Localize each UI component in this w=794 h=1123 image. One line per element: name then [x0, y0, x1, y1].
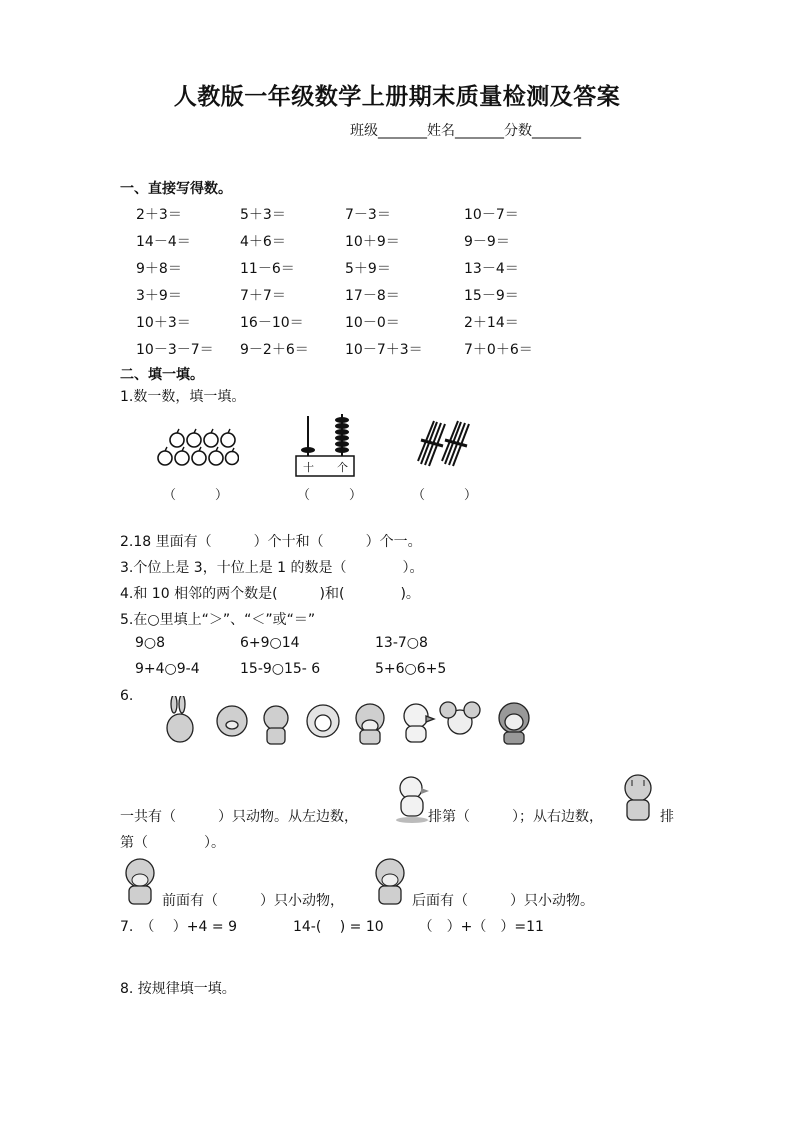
problem: 5＋3＝ [240, 207, 286, 223]
problem: 11－6＝ [240, 261, 295, 277]
stick-bundles-picture [415, 418, 473, 470]
question-3: 3.个位上是 3，十位上是 1 的数是（ ）。 [120, 560, 424, 576]
compare-item: 6+9○14 [240, 635, 300, 651]
problem: 16－10＝ [240, 315, 304, 331]
problem: 7＋7＝ [240, 288, 286, 304]
problem: 17－8＝ [345, 288, 400, 304]
student-info-line: 班级_______姓名_______分数_______ [350, 123, 581, 139]
problem: 10－0＝ [345, 315, 400, 331]
question-6-line1-c: 排 [660, 809, 674, 825]
compare-item: 13-7○8 [375, 635, 428, 651]
compare-item: 9○8 [135, 635, 166, 651]
section1-heading: 一、直接写得数。 [120, 181, 232, 197]
chicken-icon [393, 772, 431, 824]
problem: 3＋9＝ [136, 288, 182, 304]
problem: 7－3＝ [345, 207, 391, 223]
compare-item: 5+6○6+5 [375, 661, 447, 677]
abacus-tens-label: 十 [303, 461, 314, 474]
problem: 9－9＝ [464, 234, 510, 250]
q1-answer-blank-apples[interactable]: （ ） [163, 488, 229, 503]
question-7: 7. （ ）+4 = 9 14-( ) = 10 （ ）+（ ）=11 [120, 919, 544, 935]
question-1: 1.数一数，填一填。 [120, 389, 246, 405]
question-6-line3-b: 后面有（ ）只小动物。 [412, 893, 594, 909]
problem: 10－7＝ [464, 207, 519, 223]
problem: 13－4＝ [464, 261, 519, 277]
problem: 10－7＋3＝ [345, 342, 423, 358]
cow-icon [118, 856, 162, 906]
problem: 9＋8＝ [136, 261, 182, 277]
problem: 7＋0＋6＝ [464, 342, 533, 358]
q1-answer-blank-sticks[interactable]: （ ） [412, 488, 478, 503]
problem: 4＋6＝ [240, 234, 286, 250]
q1-answer-blank-abacus[interactable]: （ ） [297, 488, 363, 503]
question-6-line1-b: 排第（ ）；从右边数， [428, 809, 603, 825]
compare-item: 9+4○9-4 [135, 661, 200, 677]
problem: 5＋9＝ [345, 261, 391, 277]
apples-picture [155, 428, 239, 470]
question-6-line3-a: 前面有（ ）只小动物， [162, 893, 344, 909]
problem: 14－4＝ [136, 234, 191, 250]
tiger-icon [618, 772, 658, 824]
compare-item: 15-9○15- 6 [240, 661, 321, 677]
problem: 9－2＋6＝ [240, 342, 309, 358]
problem: 2＋3＝ [136, 207, 182, 223]
problem: 15－9＝ [464, 288, 519, 304]
question-2: 2.18 里面有（ ）个十和（ ）个一。 [120, 534, 422, 550]
problem: 10＋9＝ [345, 234, 400, 250]
question-6: 6. [120, 688, 134, 704]
question-6-line2: 第（ ）。 [120, 835, 225, 851]
page-title: 人教版一年级数学上册期末质量检测及答案 [173, 84, 621, 110]
problem: 10－3－7＝ [136, 342, 214, 358]
problem: 2＋14＝ [464, 315, 519, 331]
question-6-line1-a: 一共有（ ）只动物。从左边数， [120, 809, 358, 825]
question-8: 8. 按规律填一填。 [120, 981, 236, 997]
problem: 10＋3＝ [136, 315, 191, 331]
animal-row-picture [160, 696, 556, 748]
cow-icon [368, 856, 412, 906]
question-5: 5.在○里填上“＞”、“＜”或“＝” [120, 612, 316, 628]
section2-heading: 二、填一填。 [120, 367, 204, 383]
abacus-ones-label: 个 [337, 461, 348, 474]
question-4: 4.和 10 相邻的两个数是( )和( )。 [120, 586, 420, 602]
